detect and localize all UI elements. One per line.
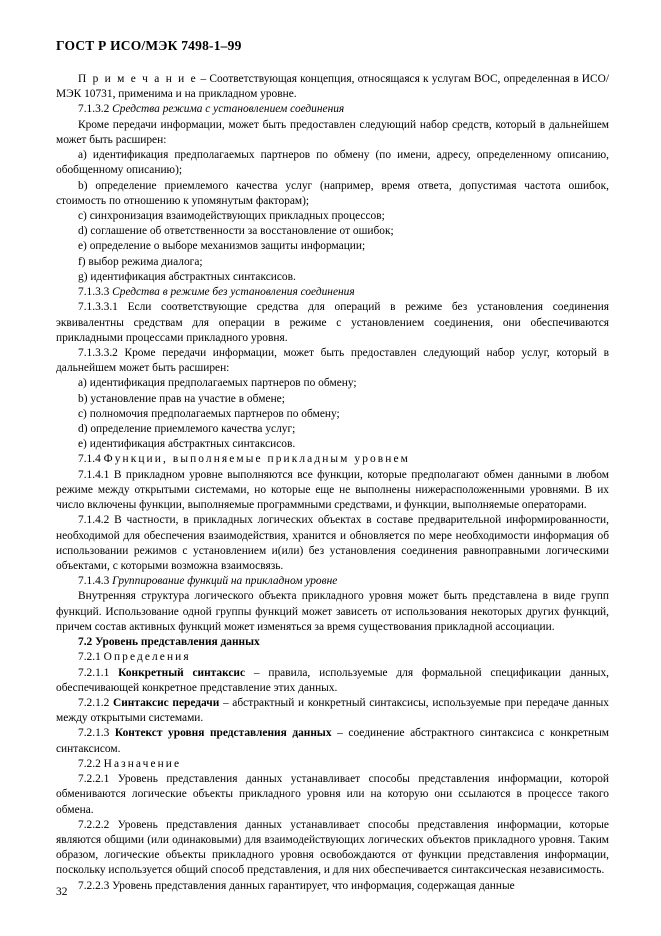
clause-title: Средства режима с установлением соединения	[112, 103, 345, 116]
note-paragraph	[56, 72, 609, 102]
section-title: 7.2 Уровень представления данных	[78, 636, 260, 649]
list-item-b1: b) определение приемлемого качества услуг (например, время ответа, допустимая частота ошибок, стоимость по отношению к упомянутым факторам);	[56, 179, 609, 207]
paragraph-7-2-1-1: 7.2.1.1 Конкретный синтаксис – правила, используемые для формальной спецификации данных, обеспечивающей конкретное представление этих данных.	[56, 666, 609, 694]
note-text: – Соответствующая концепция, относящаяся к услугам ВОС, определенная в ИСО/МЭК 10731, применима и на прикладном уровне.	[56, 73, 609, 101]
paragraph-7-1-4-1: 7.1.4.1 В прикладном уровне выполняются все функции, которые предполагают обмен данными в любом режиме между открытыми системами, но которые еще не выполнены нижерасположенными уровнями. В их число включены функции, выполняемые программными средствами, и функции, выполняемые операторами.	[56, 468, 609, 512]
list-item-g1: g) идентификация абстрактных синтаксисов.	[78, 270, 296, 283]
heading-7-1-3-3	[56, 285, 609, 300]
heading-7-2-2	[56, 757, 609, 772]
page-number: 32	[56, 886, 68, 898]
list-item-c1: c) синхронизация взаимодействующих прикладных процессов;	[78, 209, 385, 222]
list-item-d1: d) соглашение об ответственности за восстановление от ошибок;	[78, 225, 394, 238]
paragraph-7-1-4-3: Внутренняя структура логического объекта прикладного уровня может быть представлена в виде групп функций. Использование одной группы функций может зависеть от использования некоторых других функций, причем состав активных функций может изменяться за время существования прикладной ассоциации.	[56, 590, 609, 633]
note-label: П р и м е ч а н и е	[78, 73, 198, 85]
term-presentation-context: Контекст уровня представления данных	[114, 727, 332, 740]
list-item-d2: d) определение приемлемого качества услуг;	[78, 423, 296, 436]
clause-number: 7.2.1	[78, 651, 104, 664]
clause-number: 7.1.3.2	[78, 103, 113, 116]
clause-number: 7.1.3.3	[78, 286, 113, 299]
heading-7-1-4-3	[56, 574, 609, 589]
paragraph-7-1-3-3-1: 7.1.3.3.1 Если соответствующие средства для операций в режиме без установления соединения эквивалентны средствам для операции в режиме с установлением соединения, они обеспечиваются прикладными процессами прикладного уровня.	[56, 301, 609, 344]
paragraph-7-2-2-3: 7.2.2.3 Уровень представления данных гарантирует, что информация, содержащая данные	[78, 879, 515, 892]
paragraph-7-1-4-2: 7.1.4.2 В частности, в прикладных логических объектах в составе предварительной информированности, необходимой для обеспечения взаимодействия, хранится и обновляется по мере необходимости информация об использовании режимов с установлением и(или) без установления соединения равноправными логическими объектами, с которыми возможна взаимосвязь.	[56, 514, 609, 572]
paragraph-7-2-1-3: 7.2.1.3 Контекст уровня представления данных – соединение абстрактного синтаксиса с конкретным синтаксисом.	[56, 727, 609, 755]
paragraph-7-1-3-3-2: 7.1.3.3.2 Кроме передачи информации, может быть предоставлен следующий набор услуг, который в дальнейшем может быть расширен:	[56, 346, 609, 375]
list-item-f1: f) выбор режима диалога;	[78, 255, 203, 268]
paragraph-7-2-1-2: 7.2.1.2 Синтаксис передачи – абстрактный и конкретный синтаксисы, используемые при передаче данных между открытыми системами.	[56, 696, 609, 725]
clause-title: Функции, выполняемые прикладным уровнем	[103, 453, 410, 466]
term-transfer-syntax: Синтаксис передачи	[113, 696, 220, 709]
paragraph-7-1-3-2: Кроме передачи информации, может быть предоставлен следующий набор средств, который в дальнейшем может быть расширен:	[56, 118, 609, 146]
paragraph-7-2-2-2: 7.2.2.2 Уровень представления данных устанавливает способы представления информации, которые являются общими (или одинаковыми) для взаимодействующих логических объектов прикладного уровня. Таким образом, логические объекты прикладного уровня освобождаются от функции представления информации, поскольку используется общий способ представления, и для них обеспечивается синтаксическая независимость.	[56, 818, 609, 877]
heading-7-2-1	[56, 650, 609, 665]
clause-title: Назначение	[103, 757, 182, 770]
list-item-e1: e) определение о выборе механизмов защиты информации;	[78, 240, 366, 253]
clause-number: 7.1.4.3	[78, 575, 113, 588]
page-header: ГОСТ Р ИСО/МЭК 7498-1–99	[56, 38, 242, 53]
paragraph-7-2-2-1: 7.2.2.1 Уровень представления данных устанавливает способы представления информации, которой обмениваются логические объекты прикладного уровня или на которую они ссылаются в процессе такого обмена.	[56, 773, 609, 816]
list-item-c2: c) полномочия предполагаемых партнеров по обмену;	[78, 407, 340, 420]
document-body	[56, 72, 609, 894]
list-item-b2: b) установление прав на участие в обмене;	[78, 392, 285, 405]
heading-7-1-4	[56, 452, 609, 467]
term-concrete-syntax: Конкретный синтаксис	[118, 666, 246, 679]
list-item-a2: a) идентификация предполагаемых партнеров по обмену;	[78, 377, 357, 390]
list-item-e2: e) идентификация абстрактных синтаксисов.	[78, 438, 296, 451]
clause-title: Группирование функций на прикладном уровне	[112, 575, 338, 588]
clause-title: Средства в режиме без установления соединения	[112, 286, 355, 299]
heading-7-1-3-2	[56, 102, 609, 117]
clause-number: 7.1.4	[78, 453, 104, 466]
clause-title: Определения	[103, 651, 191, 664]
list-item-a1: a) идентификация предполагаемых партнеров по обмену (по имени, адресу, определенному описанию, обобщенному описанию);	[56, 149, 609, 177]
clause-number: 7.2.2	[78, 757, 104, 770]
heading-7-2	[56, 635, 609, 650]
